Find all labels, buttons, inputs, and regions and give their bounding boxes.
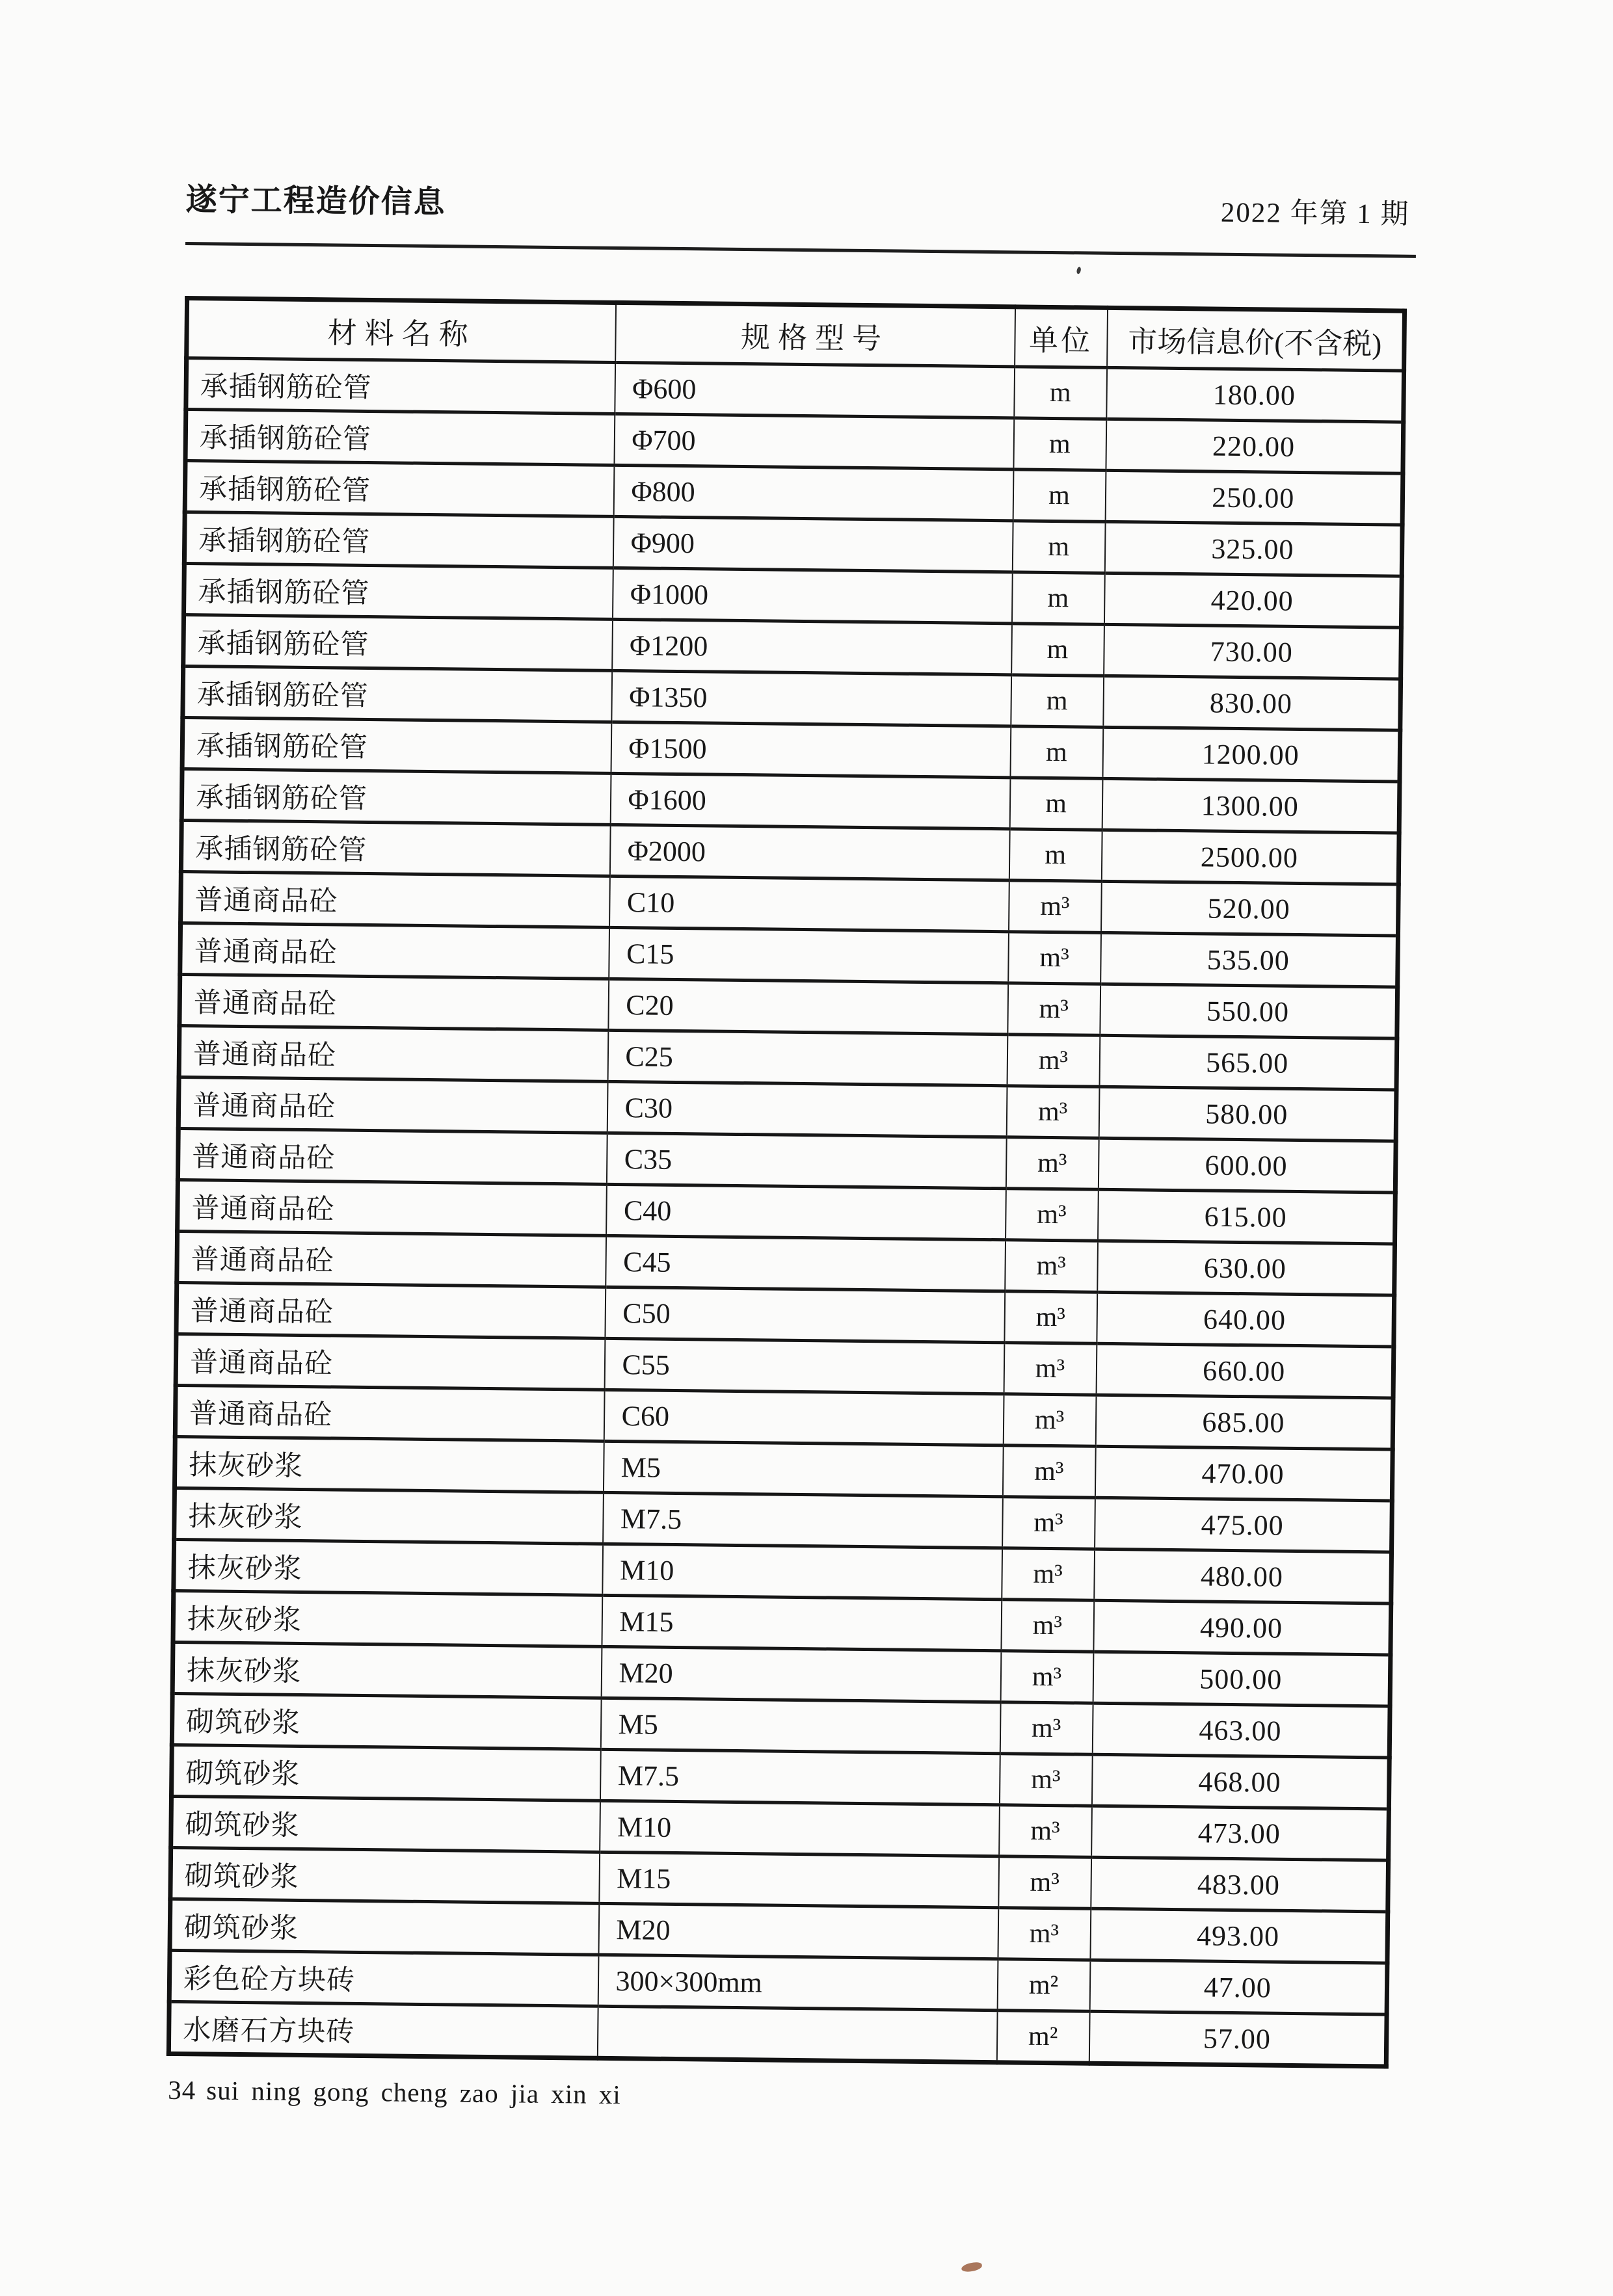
- spec-cell: M5: [603, 1441, 1003, 1496]
- price-cell: 520.00: [1100, 881, 1398, 936]
- unit-cell: m³: [1000, 1702, 1093, 1754]
- page-title: 遂宁工程造价信息: [185, 183, 446, 220]
- price-cell: 600.00: [1098, 1138, 1396, 1193]
- price-cell: 2500.00: [1101, 830, 1399, 884]
- unit-cell: m³: [1003, 1394, 1096, 1446]
- price-cell: 490.00: [1093, 1600, 1391, 1655]
- materials-table: [167, 296, 1407, 2069]
- spec-cell: Φ2000: [609, 825, 1009, 880]
- spec-cell: Φ700: [614, 414, 1014, 469]
- spec-cell: Φ600: [615, 362, 1015, 417]
- price-cell: 468.00: [1091, 1754, 1389, 1809]
- material-name-cell: 抹灰砂浆: [174, 1539, 603, 1595]
- spec-cell: Φ900: [613, 516, 1013, 572]
- unit-cell: m³: [1002, 1445, 1095, 1498]
- price-cell: 640.00: [1097, 1292, 1394, 1347]
- unit-cell: m: [1012, 521, 1105, 573]
- material-name-cell: 砌筑砂浆: [171, 1796, 600, 1852]
- price-cell: 565.00: [1099, 1035, 1397, 1090]
- spec-cell: C40: [606, 1184, 1006, 1239]
- unit-cell: m²: [996, 2011, 1089, 2063]
- unit-cell: m³: [1006, 1086, 1099, 1138]
- spec-cell: M15: [602, 1595, 1002, 1650]
- price-cell: 463.00: [1092, 1703, 1390, 1758]
- spec-cell: Φ1600: [610, 773, 1010, 828]
- price-cell: 480.00: [1094, 1549, 1392, 1603]
- price-cell: 685.00: [1095, 1395, 1393, 1449]
- material-name-cell: 砌筑砂浆: [172, 1693, 601, 1749]
- price-cell: 483.00: [1091, 1857, 1389, 1912]
- price-cell: 580.00: [1099, 1087, 1396, 1141]
- unit-cell: m: [1011, 675, 1104, 727]
- material-name-cell: 普通商品砼: [177, 1231, 606, 1287]
- material-name-cell: 砌筑砂浆: [170, 1847, 600, 1903]
- footer-pinyin: sui ning gong cheng zao jia xin xi: [206, 2075, 622, 2110]
- scan-mark: [1076, 267, 1082, 274]
- spec-cell: C20: [608, 979, 1008, 1034]
- price-cell: 47.00: [1089, 1960, 1387, 2014]
- material-name-cell: 抹灰砂浆: [174, 1488, 604, 1544]
- spec-cell: C15: [609, 927, 1009, 983]
- price-cell: 57.00: [1089, 2011, 1387, 2066]
- header-divider: [185, 242, 1416, 258]
- unit-cell: m: [1010, 726, 1103, 778]
- spec-cell: M7.5: [603, 1492, 1003, 1548]
- price-cell: 630.00: [1097, 1241, 1395, 1295]
- unit-cell: m: [1009, 778, 1102, 830]
- column-header-unit: 单位: [1015, 307, 1108, 367]
- price-cell: 180.00: [1106, 367, 1404, 422]
- price-cell: 250.00: [1105, 470, 1403, 525]
- material-name-cell: 抹灰砂浆: [174, 1436, 604, 1492]
- price-cell: 420.00: [1104, 573, 1402, 627]
- material-name-cell: 普通商品砼: [176, 1334, 605, 1390]
- material-name-cell: 水磨石方块砖: [168, 2001, 598, 2058]
- material-name-cell: 普通商品砼: [176, 1282, 606, 1338]
- material-name-cell: 承插钢筋砼管: [184, 512, 613, 568]
- price-cell: 475.00: [1095, 1498, 1393, 1552]
- footer-page-number: 34: [168, 2074, 196, 2105]
- material-name-cell: 承插钢筋砼管: [185, 461, 614, 517]
- unit-cell: m: [1013, 469, 1106, 521]
- material-name-cell: 彩色砼方块砖: [169, 1950, 598, 2006]
- column-header-spec: 规格型号: [615, 302, 1015, 366]
- spec-cell: M15: [599, 1852, 999, 1907]
- material-name-cell: 抹灰砂浆: [172, 1642, 602, 1698]
- unit-cell: m³: [1006, 1189, 1099, 1241]
- unit-cell: m³: [1002, 1548, 1095, 1600]
- spec-cell: C25: [607, 1030, 1007, 1085]
- unit-cell: m³: [1006, 1137, 1099, 1189]
- materials-tbody: [168, 358, 1404, 2066]
- spec-cell: M5: [600, 1698, 1000, 1753]
- unit-cell: m: [1011, 572, 1104, 624]
- spec-cell: Φ800: [613, 465, 1013, 520]
- unit-cell: m: [1013, 418, 1106, 470]
- price-cell: 470.00: [1095, 1446, 1393, 1501]
- material-name-cell: 承插钢筋砼管: [184, 564, 613, 620]
- unit-cell: m³: [999, 1754, 1092, 1806]
- unit-cell: m³: [1001, 1600, 1094, 1652]
- material-name-cell: 砌筑砂浆: [171, 1745, 600, 1801]
- unit-cell: m³: [999, 1805, 1092, 1857]
- material-name-cell: 承插钢筋砼管: [183, 666, 612, 722]
- unit-cell: m: [1011, 624, 1104, 676]
- issue-label: 2022 年第 1 期: [1220, 197, 1410, 230]
- column-header-price: 市场信息价(不含税): [1107, 308, 1405, 371]
- price-cell: 730.00: [1104, 624, 1402, 679]
- spec-cell: Φ1500: [611, 722, 1011, 777]
- material-name-cell: 普通商品砼: [180, 923, 609, 979]
- price-cell: 1300.00: [1102, 778, 1400, 833]
- unit-cell: m³: [1008, 880, 1101, 932]
- material-name-cell: 抹灰砂浆: [173, 1590, 602, 1646]
- spec-cell: C35: [606, 1133, 1006, 1188]
- material-name-cell: 普通商品砼: [178, 1077, 607, 1133]
- price-cell: 830.00: [1103, 676, 1401, 730]
- unit-cell: m³: [1007, 983, 1100, 1035]
- unit-cell: m: [1009, 829, 1102, 881]
- spec-cell: C30: [607, 1081, 1007, 1137]
- price-cell: 493.00: [1090, 1908, 1388, 1963]
- spec-cell: M20: [598, 1903, 998, 1959]
- material-name-cell: 承插钢筋砼管: [185, 410, 615, 466]
- material-name-cell: 普通商品砼: [179, 1025, 608, 1081]
- unit-cell: m³: [1002, 1497, 1095, 1549]
- spec-cell: C50: [605, 1287, 1005, 1342]
- price-cell: 1200.00: [1102, 727, 1400, 782]
- page-header: [185, 174, 1414, 232]
- material-name-cell: 普通商品砼: [181, 871, 610, 927]
- unit-cell: m²: [997, 1959, 1090, 2011]
- material-name-cell: 普通商品砼: [178, 1128, 607, 1184]
- material-name-cell: 承插钢筋砼管: [181, 769, 611, 825]
- spec-cell: 300×300mm: [598, 1955, 998, 2010]
- spec-cell: [597, 2006, 997, 2062]
- spec-cell: Φ1200: [612, 619, 1012, 674]
- unit-cell: m³: [1007, 1035, 1100, 1087]
- spec-cell: M10: [602, 1544, 1002, 1599]
- price-cell: 615.00: [1098, 1189, 1396, 1244]
- material-name-cell: 砌筑砂浆: [170, 1899, 599, 1955]
- price-cell: 473.00: [1091, 1806, 1389, 1860]
- material-name-cell: 普通商品砼: [178, 1180, 607, 1235]
- price-cell: 325.00: [1104, 521, 1402, 576]
- spec-cell: Φ1000: [612, 568, 1012, 623]
- material-name-cell: 普通商品砼: [180, 974, 609, 1030]
- unit-cell: m³: [1004, 1343, 1097, 1395]
- material-name-cell: 承插钢筋砼管: [186, 358, 615, 414]
- spec-cell: C60: [604, 1390, 1004, 1445]
- price-cell: 660.00: [1096, 1343, 1394, 1398]
- spec-cell: M10: [600, 1801, 1000, 1856]
- price-cell: 535.00: [1100, 932, 1398, 987]
- material-name-cell: 承插钢筋砼管: [183, 615, 613, 671]
- spec-cell: M20: [601, 1646, 1001, 1702]
- material-name-cell: 普通商品砼: [175, 1385, 604, 1441]
- unit-cell: m³: [1005, 1240, 1098, 1292]
- spec-cell: C45: [606, 1235, 1006, 1291]
- spec-cell: C55: [604, 1338, 1004, 1393]
- unit-cell: m³: [1004, 1291, 1097, 1343]
- spec-cell: M7.5: [600, 1749, 1000, 1804]
- spec-cell: Φ1350: [611, 670, 1011, 726]
- column-header-material: 材料名称: [187, 298, 616, 363]
- price-cell: 500.00: [1093, 1652, 1391, 1706]
- spec-cell: C10: [609, 876, 1009, 931]
- unit-cell: m³: [1000, 1651, 1093, 1703]
- material-name-cell: 承插钢筋砼管: [181, 820, 610, 876]
- unit-cell: m³: [998, 1908, 1091, 1960]
- price-cell: 550.00: [1100, 984, 1398, 1038]
- price-cell: 220.00: [1106, 419, 1404, 473]
- unit-cell: m³: [998, 1856, 1091, 1908]
- page-footer: [168, 2074, 621, 2110]
- material-name-cell: 承插钢筋砼管: [182, 717, 611, 773]
- unit-cell: m: [1014, 367, 1107, 419]
- unit-cell: m³: [1008, 932, 1101, 984]
